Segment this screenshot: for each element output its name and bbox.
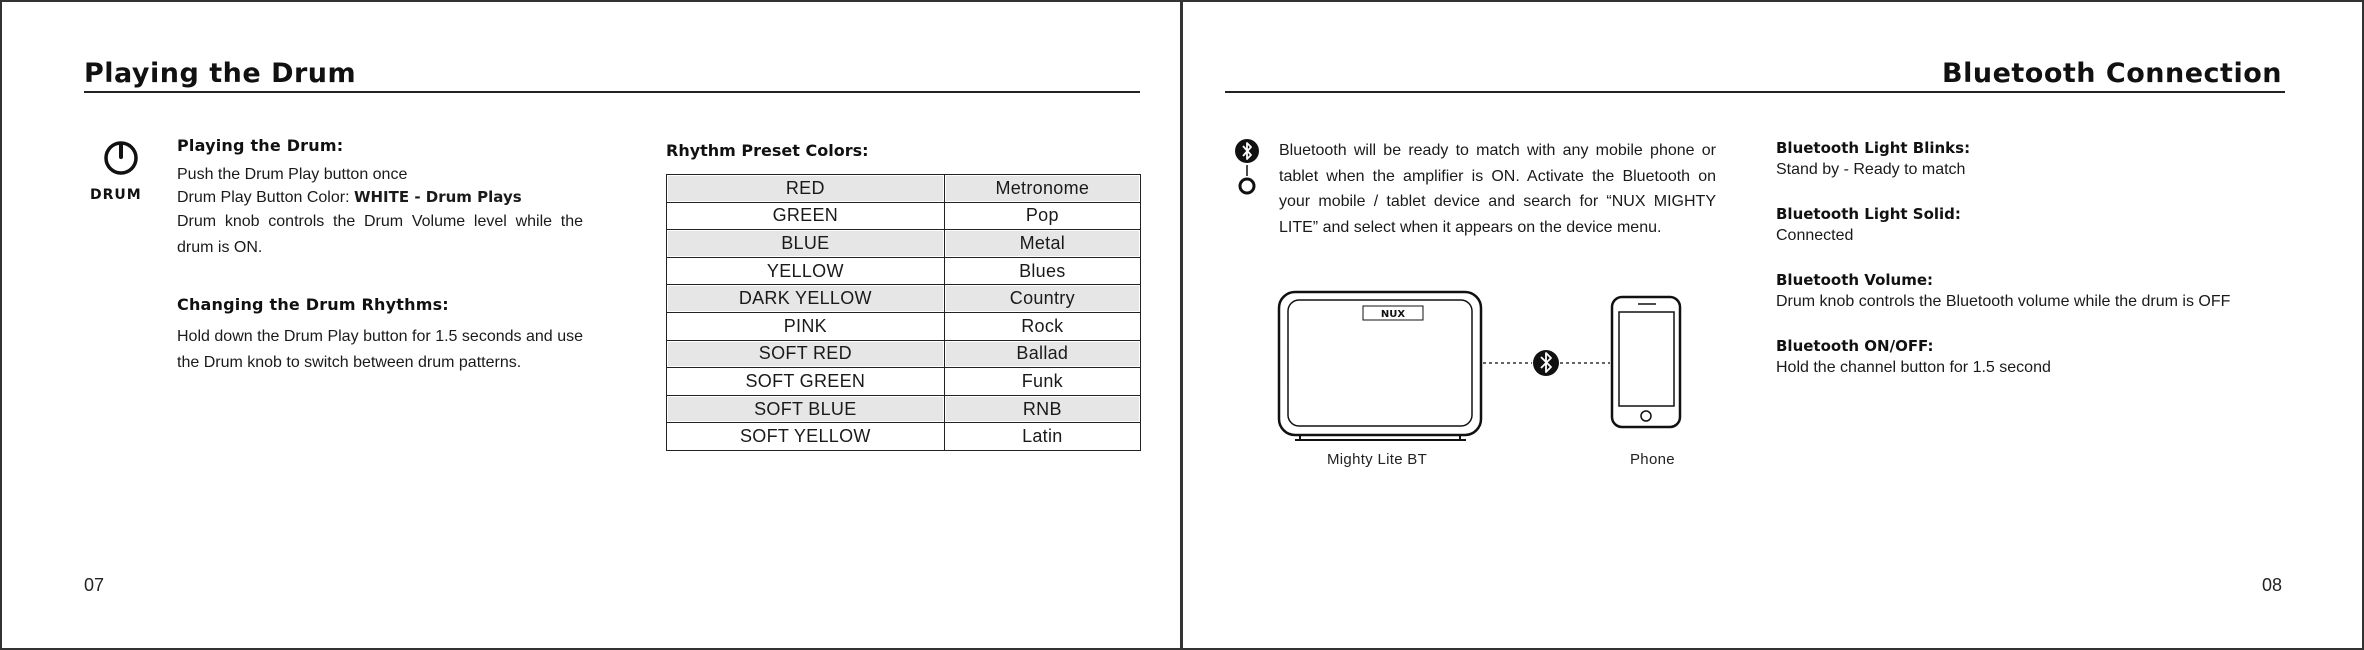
preset-rhythm-cell: Ballad — [944, 340, 1140, 368]
preset-color-cell: PINK — [667, 312, 945, 340]
preset-rhythm-cell: Blues — [944, 257, 1140, 285]
preset-rhythm-cell: Metal — [944, 230, 1140, 258]
preset-rhythm-cell: Country — [944, 285, 1140, 313]
info-text: Hold the channel button for 1.5 second — [1776, 359, 2051, 376]
preset-color-cell: SOFT YELLOW — [667, 423, 945, 451]
preset-row — [667, 340, 1141, 368]
title-rule — [1225, 91, 2285, 93]
bluetooth-info-list — [1776, 137, 2236, 401]
info-text: Connected — [1776, 227, 1854, 244]
preset-color-cell: DARK YELLOW — [667, 285, 945, 313]
changing-text: Hold down the Drum Play button for 1.5 seconds and use the Drum knob to switch between drum patterns. — [177, 328, 583, 371]
preset-rhythm-cell: RNB — [944, 395, 1140, 423]
preset-row — [667, 368, 1141, 396]
preset-row — [667, 202, 1141, 230]
preset-color-cell: YELLOW — [667, 257, 945, 285]
playing-line2-bold: WHITE - Drum Plays — [353, 188, 522, 206]
preset-rhythm-cell: Metronome — [944, 175, 1140, 203]
preset-rhythm-cell: Rock — [944, 312, 1140, 340]
playing-line1: Push the Drum Play button once — [177, 166, 408, 183]
preset-table-title: Rhythm Preset Colors: — [666, 141, 869, 160]
playing-section — [177, 133, 583, 261]
preset-rhythm-cell: Funk — [944, 368, 1140, 396]
amp-caption: Mighty Lite BT — [1327, 451, 1428, 468]
info-item — [1776, 269, 2236, 313]
info-text: Stand by - Ready to match — [1776, 161, 1966, 178]
info-label: Bluetooth ON/OFF: — [1776, 337, 1934, 355]
preset-row — [667, 175, 1141, 203]
preset-row — [667, 230, 1141, 258]
preset-row — [667, 423, 1141, 451]
page-number: 08 — [2261, 575, 2282, 595]
preset-table — [666, 174, 1141, 451]
page-title: Bluetooth Connection — [1942, 58, 2282, 89]
drum-icon-label: DRUM — [90, 187, 142, 203]
info-label: Bluetooth Light Blinks: — [1776, 139, 1971, 157]
preset-row — [667, 285, 1141, 313]
preset-color-cell: BLUE — [667, 230, 945, 258]
info-label: Bluetooth Light Solid: — [1776, 205, 1961, 223]
preset-rhythm-cell: Latin — [944, 423, 1140, 451]
preset-color-cell: GREEN — [667, 202, 945, 230]
info-item — [1776, 335, 2236, 379]
amplifier-icon — [1279, 292, 1481, 440]
bluetooth-status-icon — [1230, 138, 1264, 202]
changing-heading: Changing the Drum Rhythms: — [177, 295, 449, 314]
preset-color-cell: RED — [667, 175, 945, 203]
playing-line3: Drum knob controls the Drum Volume level while the drum is ON. — [177, 213, 583, 256]
preset-rhythm-cell: Pop — [944, 202, 1140, 230]
playing-line2 — [177, 186, 583, 209]
preset-color-cell: SOFT RED — [667, 340, 945, 368]
title-rule — [84, 91, 1140, 93]
playing-heading: Playing the Drum: — [177, 136, 344, 155]
info-item — [1776, 203, 2236, 247]
page-title: Playing the Drum — [84, 58, 357, 89]
info-text: Drum knob controls the Bluetooth volume while the drum is OFF — [1776, 293, 2231, 310]
amp-logo: NUX — [1380, 309, 1406, 320]
connection-diagram — [1270, 285, 1700, 445]
phone-icon — [1612, 297, 1680, 427]
phone-caption: Phone — [1630, 451, 1675, 468]
preset-color-cell: SOFT GREEN — [667, 368, 945, 396]
bluetooth-icon — [1533, 350, 1559, 376]
preset-row — [667, 312, 1141, 340]
info-item — [1776, 137, 2236, 181]
preset-row — [667, 257, 1141, 285]
bluetooth-intro: Bluetooth will be ready to match with any mobile phone or tablet when the amplifier is ON. Activate the Bluetooth on your mobile / tablet device and search for “NUX MIGHTY LITE” and select when it appears on the device menu. — [1279, 142, 1716, 236]
info-label: Bluetooth Volume: — [1776, 271, 1933, 289]
power-icon — [101, 137, 141, 177]
playing-line2-prefix: Drum Play Button Color: — [177, 189, 354, 206]
preset-color-cell: SOFT BLUE — [667, 395, 945, 423]
preset-row — [667, 395, 1141, 423]
page-number: 07 — [84, 575, 105, 595]
changing-section — [177, 292, 583, 376]
